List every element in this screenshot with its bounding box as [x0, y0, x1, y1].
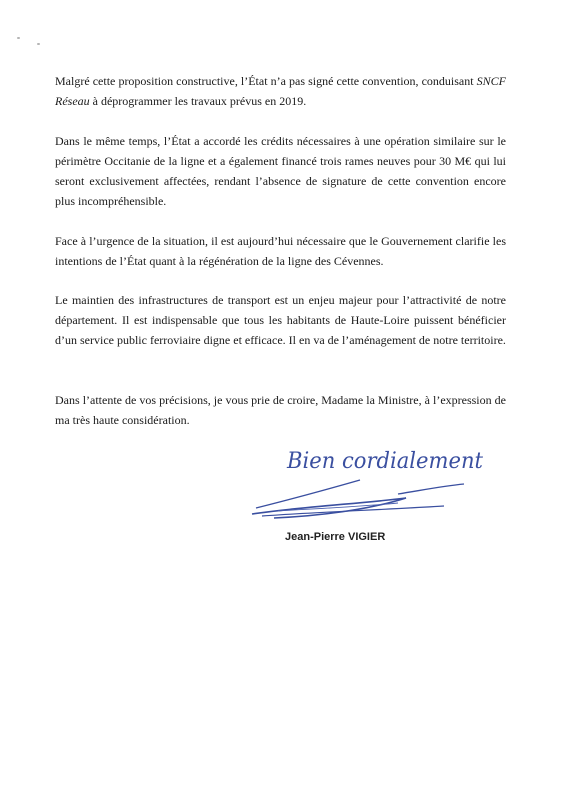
- signer-name: Jean-Pierre VIGIER: [285, 531, 386, 543]
- scan-speck: [37, 43, 40, 45]
- italic-term: Réseau: [55, 94, 90, 108]
- paragraph-infrastructure: Le maintien des infrastructures de transport est un enjeu majeur pour l’attractivité de notre département. Il est indispensable que tous les habitants de Haute-Loire puissent bénéficier d’un service public ferroviaire digne et efficace. Il en va de l’aménagement de notre territoire.: [55, 293, 506, 347]
- italic-term: SNCF: [476, 74, 506, 88]
- scan-speck: [17, 37, 20, 39]
- paragraph-cancellation: Malgré cette proposition constructive, l’État n’a pas signé cette convention, conduisant SNCF Réseau à déprogrammer les travaux prévus en 2019.: [55, 74, 506, 108]
- paragraph-closing-formula: Dans l’attente de vos précisions, je vous prie de croire, Madame la Ministre, à l’expression de ma très haute considération.: [55, 393, 506, 427]
- signature-scribble: [248, 470, 488, 530]
- paragraph-urgency: Face à l’urgence de la situation, il est aujourd’hui nécessaire que le Gouvernement clarifie les intentions de l’État quant à la régénération de la ligne des Cévennes.: [55, 234, 506, 268]
- paragraph-occitanie-funding: Dans le même temps, l’État a accordé les crédits nécessaires à une opération similaire sur le périmètre Occitanie de la ligne et a également financé trois rames neuves pour 30 M€ qui lui seront exclusivement affectées, rendant l’absence de signature de cette convention encore plus incompréhensible.: [55, 134, 506, 208]
- handwritten-closing-text: Bien cordialement: [286, 449, 484, 474]
